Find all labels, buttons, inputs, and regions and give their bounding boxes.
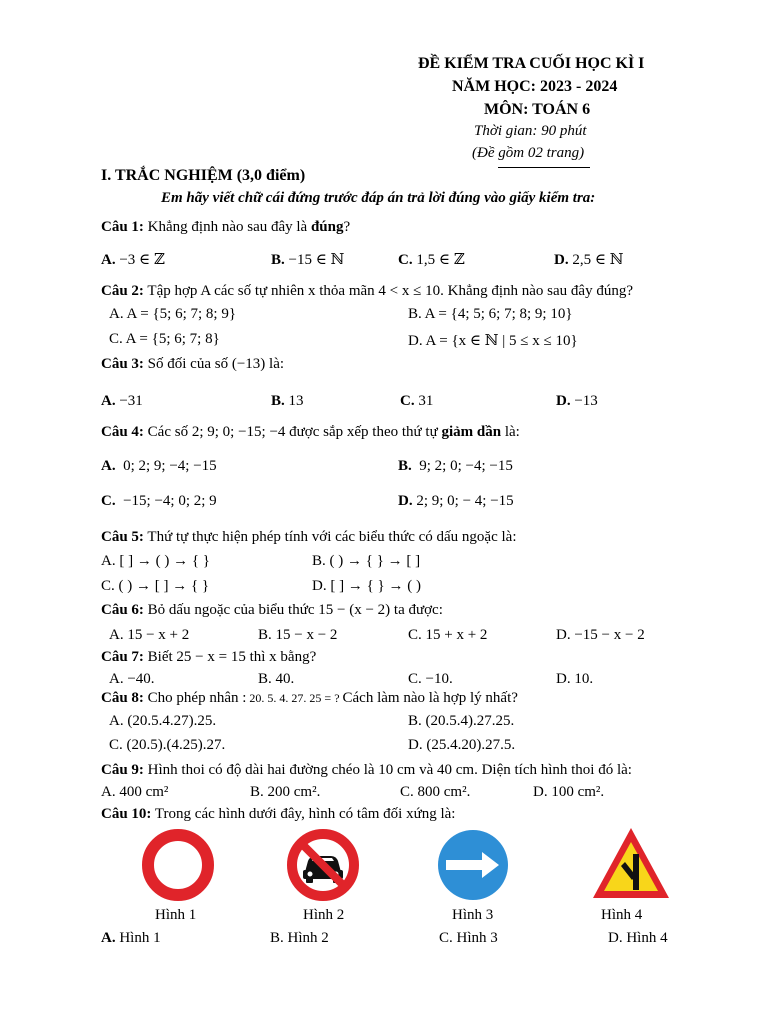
q4-label: Câu 4:: [101, 424, 144, 440]
q2-option-c[interactable]: C. A = {5; 6; 7; 8}: [109, 331, 220, 347]
q1-a-label: A.: [101, 252, 116, 268]
section-title: I. TRẮC NGHIỆM (3,0 điểm): [101, 167, 306, 184]
q2-text: Tập hợp A các số tự nhiên x thỏa mãn 4 < x ≤ 10. Khẳng định nào sau đây đúng?: [143, 283, 633, 299]
direction-arrow-sign-icon: [436, 828, 510, 902]
question-1: [101, 219, 350, 236]
q8-option-d[interactable]: D. (25.4.20).27.5.: [408, 737, 516, 753]
q8-text: Cho phép nhân :: [143, 690, 247, 706]
q5-option-b[interactable]: B. ( ) → { } → [ ]: [312, 553, 421, 569]
q2-option-a[interactable]: A. A = {5; 6; 7; 8; 9}: [109, 306, 237, 322]
q1-end: ?: [343, 219, 351, 235]
q6-option-a[interactable]: A. 15 − x + 2: [109, 627, 190, 643]
q7-option-a[interactable]: A. −40.: [109, 671, 155, 687]
question-8: [101, 690, 518, 707]
q7-option-d[interactable]: D. 10.: [556, 671, 594, 687]
q9-option-b[interactable]: B. 200 cm².: [250, 784, 321, 800]
q10-a-label: A.: [101, 930, 116, 946]
q3-option-c[interactable]: [400, 393, 433, 410]
q4-a-label: A.: [101, 458, 116, 474]
q4-d-text: 2; 9; 0; − 4; −15: [416, 493, 514, 509]
q3-c-text: 31: [418, 393, 434, 409]
q5-option-d[interactable]: D. [ ] → { } → ( ): [312, 578, 421, 594]
figure-1-caption: Hình 1: [155, 907, 197, 923]
q3-a-label: A.: [101, 393, 116, 409]
question-5: [101, 529, 517, 546]
q6-text: Bỏ dấu ngoặc của biểu thức 15 − (x − 2) ta được:: [143, 602, 443, 618]
q9-option-a[interactable]: A. 400 cm²: [101, 784, 169, 800]
q4-text: Các số 2; 9; 0; −15; −4 được sắp xếp theo thứ tự: [143, 424, 442, 440]
q2-option-b[interactable]: B. A = {4; 5; 6; 7; 8; 9; 10}: [408, 306, 573, 322]
q1-bold: đúng: [310, 219, 344, 235]
q5-label: Câu 5:: [101, 529, 144, 545]
q5-option-c[interactable]: C. ( ) → [ ] → { }: [101, 578, 210, 594]
page-count: (Đề gồm 02 trang): [472, 145, 585, 161]
q6-option-c[interactable]: C. 15 + x + 2: [408, 627, 488, 643]
question-7: [101, 649, 316, 666]
question-4: [101, 424, 520, 441]
q1-b-text: −15 ∈ ℕ: [288, 252, 345, 268]
q8-option-a[interactable]: A. (20.5.4.27).25.: [109, 713, 217, 729]
section-instruction: Em hãy viết chữ cái đứng trước đáp án trả lời đúng vào giấy kiểm tra:: [161, 190, 596, 206]
subject: MÔN: TOÁN 6: [484, 101, 591, 118]
exam-title: ĐỀ KIỂM TRA CUỐI HỌC KÌ I: [418, 55, 645, 72]
q5-option-a[interactable]: A. [ ] → ( ) → { }: [101, 553, 210, 569]
q8-option-b[interactable]: B. (20.5.4).27.25.: [408, 713, 515, 729]
q9-option-d[interactable]: D. 100 cm².: [533, 784, 605, 800]
q3-text: Số đối của số (−13) là:: [143, 356, 285, 372]
q6-label: Câu 6:: [101, 602, 144, 618]
q4-end: là:: [501, 424, 520, 440]
q10-option-c[interactable]: C. Hình 3: [439, 930, 498, 946]
q10-option-b[interactable]: B. Hình 2: [270, 930, 329, 946]
q1-label: Câu 1:: [101, 219, 144, 235]
q1-option-a[interactable]: [101, 250, 165, 269]
q9-option-c[interactable]: C. 800 cm².: [400, 784, 471, 800]
q7-label: Câu 7:: [101, 649, 144, 665]
q4-c-label: C.: [101, 493, 116, 509]
q4-option-b[interactable]: [398, 458, 513, 475]
q3-c-label: C.: [400, 393, 415, 409]
q1-b-label: B.: [271, 252, 285, 268]
q6-option-d[interactable]: D. −15 − x − 2: [556, 627, 645, 643]
q4-option-d[interactable]: [398, 493, 514, 510]
q8-option-c[interactable]: C. (20.5).(4.25).27.: [109, 737, 226, 753]
q6-option-b[interactable]: B. 15 − x − 2: [258, 627, 338, 643]
question-3: [101, 356, 284, 373]
q10-label: Câu 10:: [101, 806, 152, 822]
q10-a-text: Hình 1: [115, 930, 161, 946]
q1-option-b[interactable]: [271, 250, 344, 269]
q10-option-a[interactable]: [101, 930, 161, 947]
question-2: [101, 283, 633, 300]
q8-label: Câu 8:: [101, 690, 144, 706]
q2-label: Câu 2:: [101, 283, 144, 299]
q3-b-text: 13: [288, 393, 304, 409]
school-year: NĂM HỌC: 2023 - 2024: [452, 78, 618, 95]
q8-end: Cách làm nào là hợp lý nhất?: [342, 690, 518, 706]
q10-option-d[interactable]: D. Hình 4: [608, 930, 668, 946]
q3-option-b[interactable]: [271, 393, 304, 410]
q1-c-label: C.: [398, 252, 413, 268]
question-6: [101, 602, 443, 619]
q9-label: Câu 9:: [101, 762, 144, 778]
q1-a-text: −3 ∈ ℤ: [119, 252, 165, 268]
q3-d-label: D.: [556, 393, 571, 409]
q4-b-text: 9; 2; 0; −4; −15: [419, 458, 513, 474]
q5-text: Thứ tự thực hiện phép tính với các biểu thức có dấu ngoặc là:: [143, 529, 517, 545]
q3-label: Câu 3:: [101, 356, 144, 372]
q7-text: Biết 25 − x = 15 thì x bằng?: [143, 649, 317, 665]
q4-d-label: D.: [398, 493, 413, 509]
q7-option-c[interactable]: C. −10.: [408, 671, 453, 687]
q4-option-a[interactable]: [101, 458, 217, 475]
question-10: [101, 806, 455, 823]
q3-b-label: B.: [271, 393, 285, 409]
q3-d-text: −13: [574, 393, 598, 409]
q4-a-text: 0; 2; 9; −4; −15: [123, 458, 217, 474]
q4-c-text: −15; −4; 0; 2; 9: [123, 493, 217, 509]
q2-option-d[interactable]: D. A = {x ∈ ℕ | 5 ≤ x ≤ 10}: [408, 333, 578, 349]
no-vehicles-sign-icon: [141, 828, 215, 902]
q4-option-c[interactable]: [101, 493, 217, 510]
q3-a-text: −31: [119, 393, 143, 409]
q1-d-label: D.: [554, 252, 569, 268]
q7-option-b[interactable]: B. 40.: [258, 671, 295, 687]
q10-text: Trong các hình dưới đây, hình có tâm đối xứng là:: [151, 806, 456, 822]
q1-option-d[interactable]: [554, 250, 623, 269]
figure-2-caption: Hình 2: [303, 907, 345, 923]
no-cars-sign-icon: [286, 828, 360, 902]
q4-b-label: B.: [398, 458, 412, 474]
q9-text: Hình thoi có độ dài hai đường chéo là 10 cm và 40 cm. Diện tích hình thoi đó là:: [143, 762, 632, 778]
q1-option-c[interactable]: [398, 250, 465, 269]
time-limit: Thời gian: 90 phút: [474, 123, 587, 139]
q3-option-d[interactable]: [556, 393, 598, 410]
merging-road-sign-icon: [590, 824, 672, 902]
q4-bold: giảm dần: [441, 424, 502, 440]
q1-c-text: 1,5 ∈ ℤ: [416, 252, 465, 268]
figure-4-caption: Hình 4: [601, 907, 643, 923]
q1-text: Khẳng định nào sau đây là: [143, 219, 311, 235]
q1-d-text: 2,5 ∈ ℕ: [572, 252, 624, 268]
figure-3-caption: Hình 3: [452, 907, 494, 923]
question-9: [101, 762, 632, 779]
q8-expression: 20. 5. 4. 27. 25 = ?: [246, 691, 343, 705]
q3-option-a[interactable]: [101, 393, 143, 410]
header-divider: [498, 167, 590, 168]
